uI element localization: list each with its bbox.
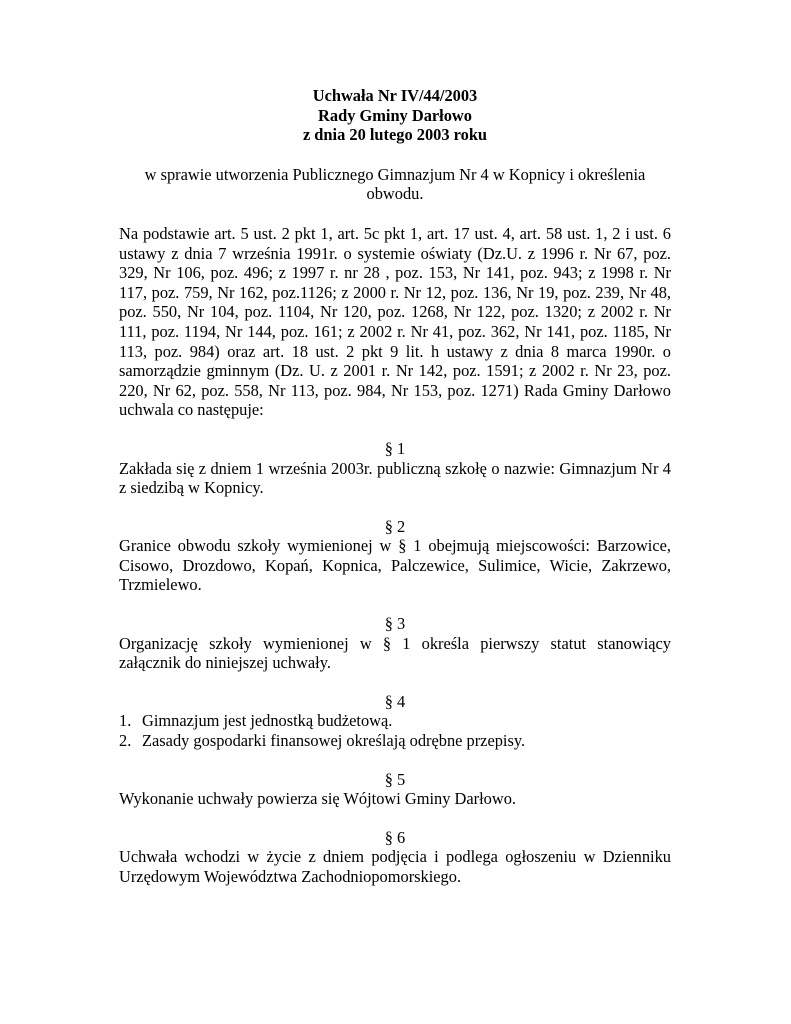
section-text: Zakłada się z dniem 1 września 2003r. publiczną szkołę o nazwie: Gimnazjum Nr 4 z siedzibą w Kopnicy. [119, 458, 671, 498]
section-text: Organizację szkoły wymienionej w § 1 określa pierwszy statut stanowiący załącznik do niniejszej uchwały. [119, 633, 671, 673]
section-text: Wykonanie uchwały powierza się Wójtowi Gminy Darłowo. [119, 789, 516, 809]
section-heading: § 5 [384, 769, 406, 789]
title-date: z dnia 20 lutego 2003 roku [302, 125, 488, 145]
legal-basis-preamble: Na podstawie art. 5 ust. 2 pkt 1, art. 5c pkt 1, art. 17 ust. 4, art. 58 ust. 1, 2 i ust. 6 ustawy z dnia 7 września 1991r. o systemie oświaty (Dz.U. z 1996 r. Nr 67, poz. 329, Nr 106, poz. 496; z 1997 r. nr 28 , poz. 153, Nr 141, poz. 943; z 1998 r. Nr 117, poz. 759, Nr 162, poz.1126; z 2000 r. Nr 12, poz. 136, Nr 19, poz. 239, Nr 48, poz. 550, Nr 104, poz. 1104, Nr 120, poz. 1268, Nr 122, poz. 1320; z 2002 r. Nr 111, poz. 1194, Nr 144, poz. 161; z 2002 r. Nr 41, poz. 362, Nr 141, poz. 1185, Nr 113, poz. 984) oraz art. 18 ust. 2 pkt 9 lit. h ustawy z dnia 8 marca 1990r. o samorządzie gminnym (Dz. U. z 2001 r. Nr 142, poz. 1591; z 2002 r. Nr 23, poz. 220, Nr 62, poz. 558, Nr 113, poz. 984, Nr 153, poz. 1271) Rada Gminy Darłowo uchwala co następuje: [119, 223, 671, 420]
section-heading: § 1 [384, 438, 406, 458]
document-page [119, 86, 671, 887]
section-6 [119, 828, 671, 887]
section-5 [119, 770, 671, 809]
resolution-title [119, 86, 671, 145]
title-council: Rady Gminy Darłowo [318, 105, 472, 125]
list-item-text: Zasady gospodarki finansowej określają odrębne przepisy. [142, 731, 526, 751]
resolution-subject: w sprawie utworzenia Publicznego Gimnazjum Nr 4 w Kopnicy i określenia obwodu. [144, 164, 646, 204]
list-item [119, 731, 671, 751]
section-2 [119, 517, 671, 595]
section-heading: § 2 [384, 516, 406, 536]
section-text: Uchwała wchodzi w życie z dniem podjęcia i podlega ogłoszeniu w Dzienniku Urzędowym Województwa Zachodniopomorskiego. [119, 847, 671, 886]
numbered-list [119, 711, 671, 750]
list-item [119, 711, 671, 731]
title-number: Uchwała Nr IV/44/2003 [312, 86, 478, 105]
section-1 [119, 439, 671, 498]
list-item-number: 2. [119, 731, 132, 751]
section-4 [119, 692, 671, 751]
section-heading: § 4 [384, 691, 406, 711]
list-item-text: Gimnazjum jest jednostką budżetową. [142, 711, 393, 731]
section-3 [119, 614, 671, 673]
section-heading: § 3 [384, 614, 406, 634]
section-heading: § 6 [384, 827, 406, 847]
list-item-number: 1. [119, 711, 132, 731]
section-text: Granice obwodu szkoły wymienionej w § 1 obejmują miejscowości: Barzowice, Cisowo, Drozdowo, Kopań, Kopnica, Palczewice, Sulimice, Wicie, Zakrzewo, Trzmielewo. [119, 536, 671, 595]
